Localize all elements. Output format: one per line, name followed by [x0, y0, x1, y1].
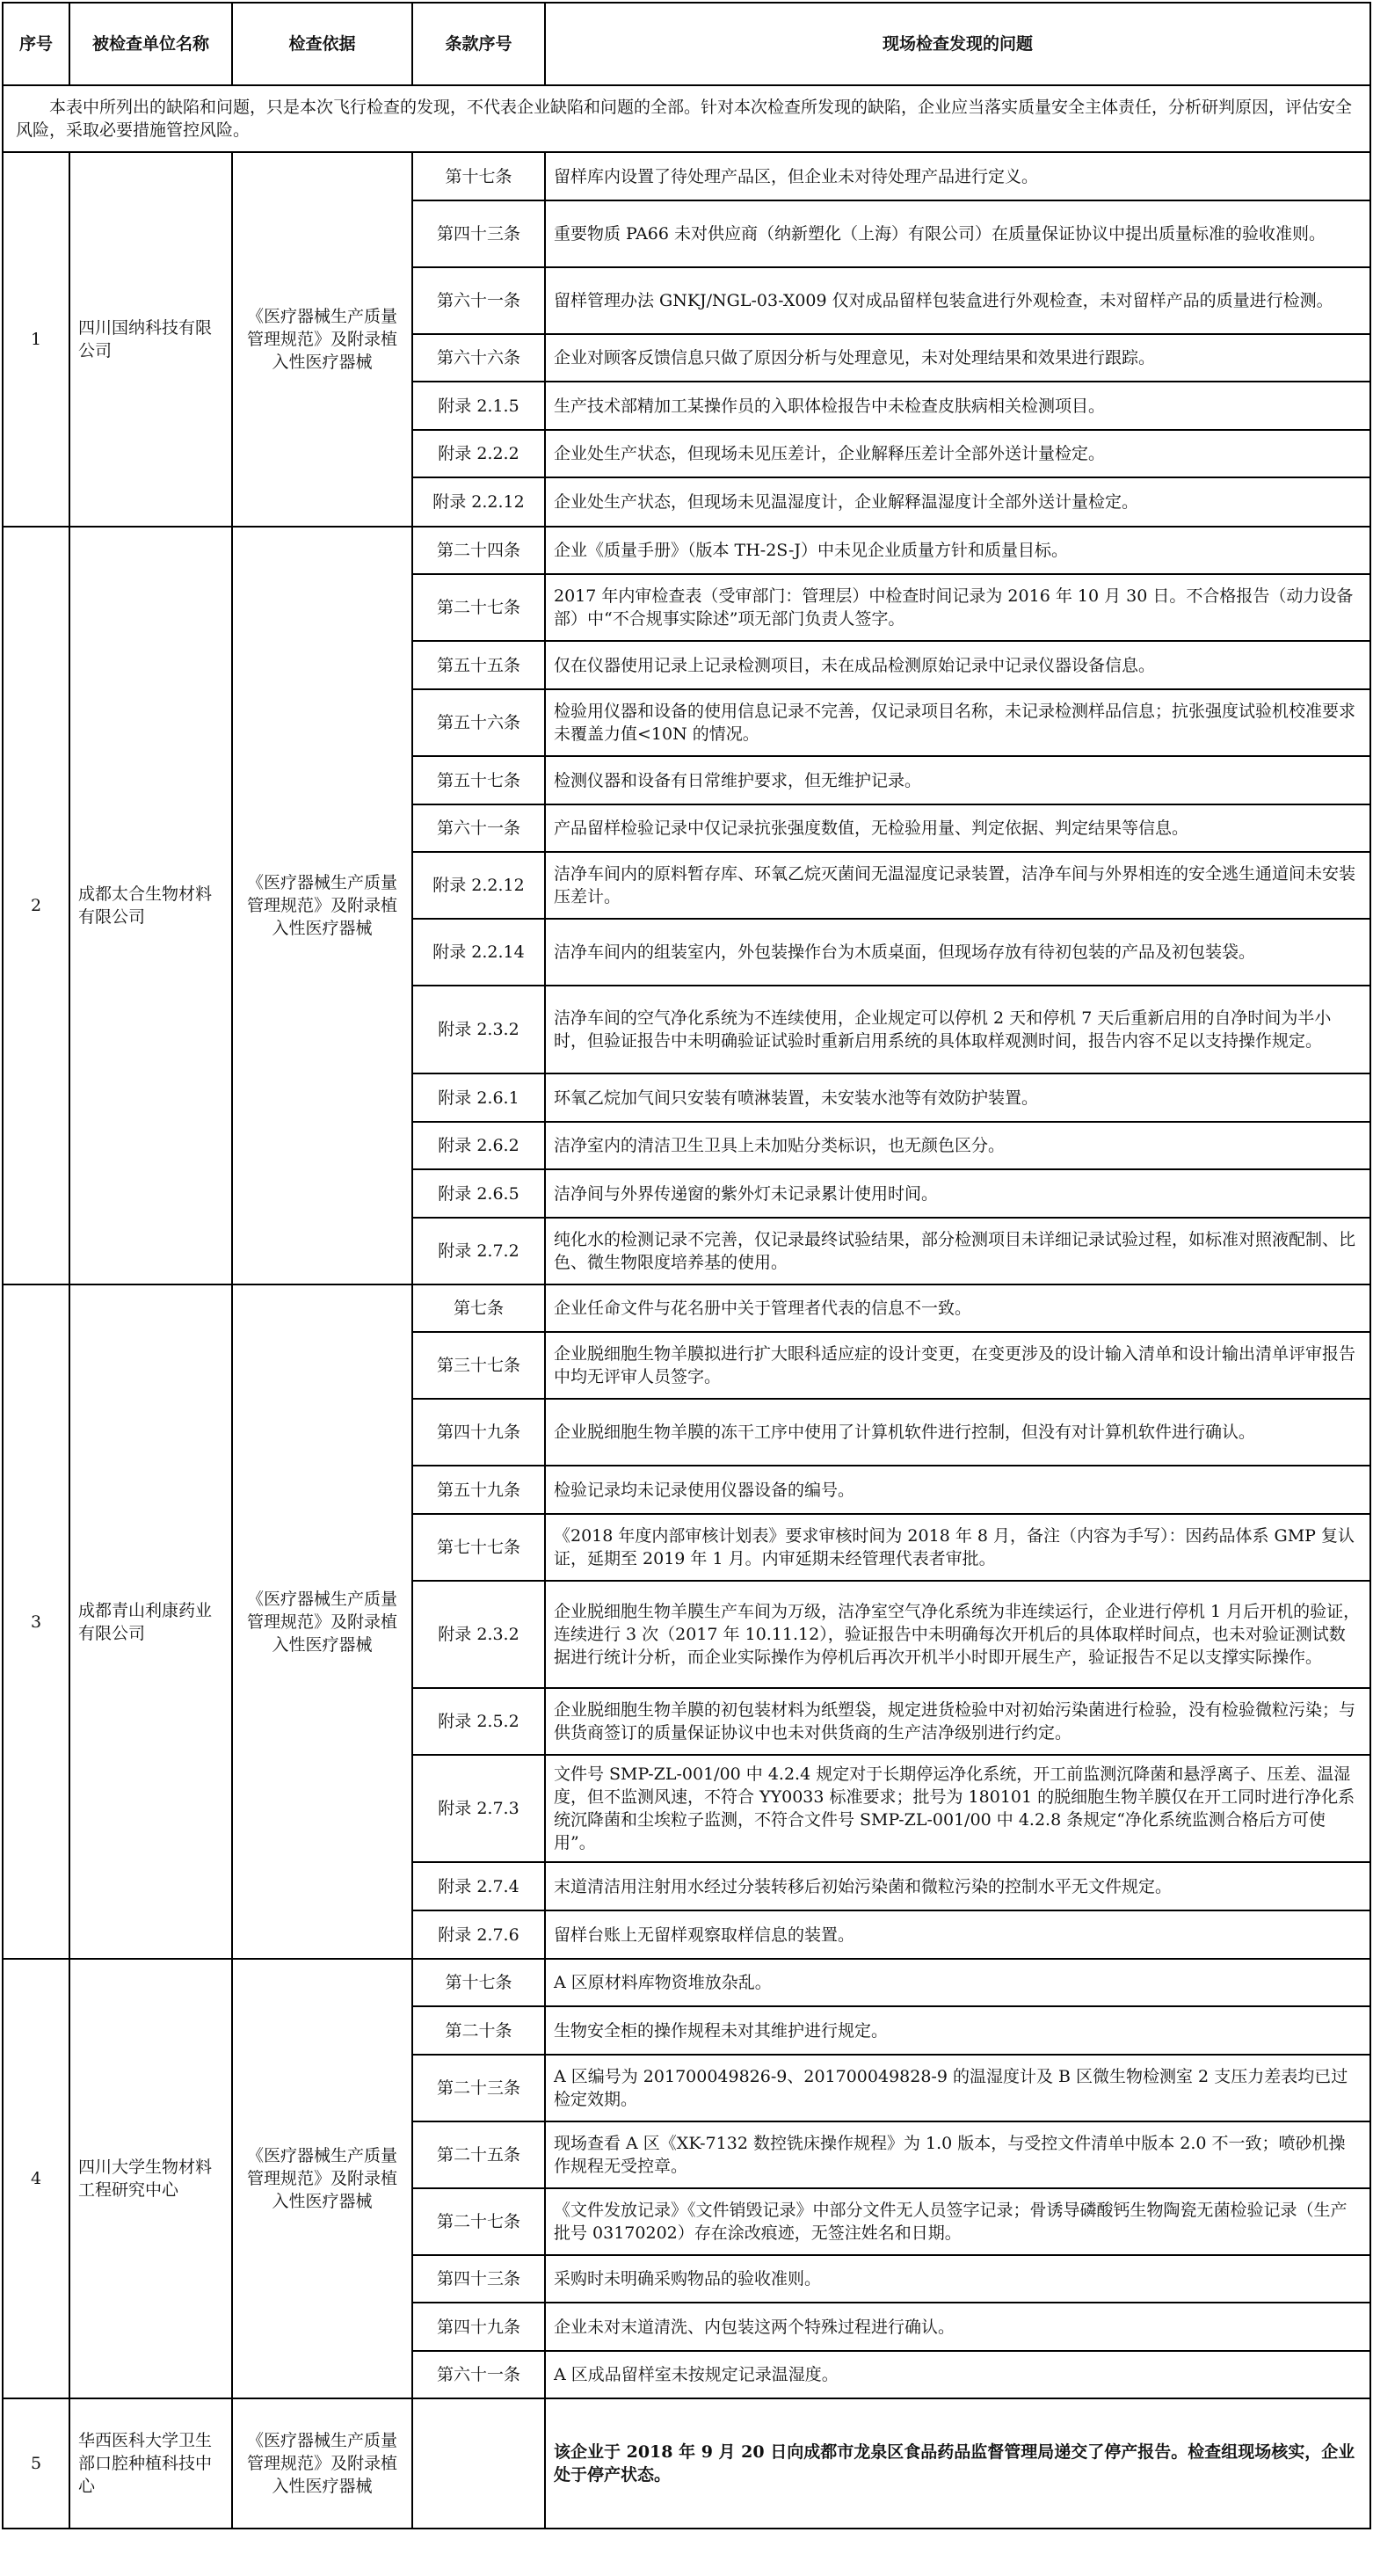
row-seq-number: 2	[3, 527, 69, 1284]
inspected-unit-name: 四川大学生物材料工程研究中心	[69, 1959, 232, 2398]
clause-number: 第五十七条	[412, 756, 545, 804]
table-note: 本表中所列出的缺陷和问题，只是本次飞行检查的发现，不代表企业缺陷和问题的全部。针对本次检查所发现的缺陷，企业应当落实质量安全主体责任，分析研判原因，评估安全风险，采取必要措施管控风险。	[3, 85, 1370, 152]
finding-text: A 区编号为 201700049826-9、201700049828-9 的温湿度计及 B 区微生物检测室 2 支压力差表均已过检定效期。	[545, 2055, 1370, 2121]
finding-text: 现场查看 A 区《XK-7132 数控铣床操作规程》为 1.0 版本，与受控文件清单中版本 2.0 不一致；喷砂机操作规程无受控章。	[545, 2121, 1370, 2188]
clause-number: 第四十九条	[412, 1399, 545, 1466]
finding-text: 生物安全柜的操作规程未对其维护进行规定。	[545, 2006, 1370, 2055]
header-seq: 序号	[3, 3, 69, 85]
clause-number: 第二十条	[412, 2006, 545, 2055]
header-unit: 被检查单位名称	[69, 3, 232, 85]
finding-text: 环氧乙烷加气间只安装有喷淋装置，未安装水池等有效防护装置。	[545, 1073, 1370, 1122]
inspection-findings-table	[2, 2, 1371, 2529]
clause-number: 附录 2.6.1	[412, 1073, 545, 1122]
finding-text: 企业脱细胞生物羊膜的初包装材料为纸塑袋，规定进货检验中对初始污染菌进行检验，没有检验微粒污染；与供货商签订的质量保证协议中也未对供货商的生产洁净级别进行约定。	[545, 1688, 1370, 1755]
finding-text: 企业脱细胞生物羊膜的冻干工序中使用了计算机软件进行控制，但没有对计算机软件进行确认。	[545, 1399, 1370, 1466]
finding-text: 洁净车间内的组装室内，外包装操作台为木质桌面，但现场存放有待初包装的产品及初包装袋。	[545, 919, 1370, 986]
note-row	[3, 85, 1370, 152]
clause-number: 第十七条	[412, 152, 545, 200]
clause-number: 附录 2.7.3	[412, 1755, 545, 1862]
clause-number: 附录 2.2.12	[412, 477, 545, 527]
inspected-unit-name: 成都太合生物材料有限公司	[69, 527, 232, 1284]
clause-number: 附录 2.3.2	[412, 986, 545, 1073]
clause-number: 第六十六条	[412, 334, 545, 382]
clause-number: 第四十九条	[412, 2303, 545, 2351]
row-seq-number: 5	[3, 2398, 69, 2529]
clause-number: 第二十三条	[412, 2055, 545, 2121]
finding-text: 检验记录均未记录使用仪器设备的编号。	[545, 1466, 1370, 1514]
clause-number: 第七条	[412, 1284, 545, 1332]
inspected-unit-name: 成都青山利康药业有限公司	[69, 1284, 232, 1959]
inspection-basis: 《医疗器械生产质量管理规范》及附录植入性医疗器械	[232, 152, 412, 527]
clause-number: 第五十六条	[412, 689, 545, 756]
finding-text: 企业对顾客反馈信息只做了原因分析与处理意见，未对处理结果和效果进行跟踪。	[545, 334, 1370, 382]
inspected-unit-name: 华西医科大学卫生部口腔种植科技中心	[69, 2398, 232, 2529]
clause-number: 附录 2.2.14	[412, 919, 545, 986]
finding-text: 企业脱细胞生物羊膜拟进行扩大眼科适应症的设计变更，在变更涉及的设计输入清单和设计输出清单评审报告中均无评审人员签字。	[545, 1332, 1370, 1399]
row-seq-number: 1	[3, 152, 69, 527]
row-seq-number: 3	[3, 1284, 69, 1959]
finding-text: 洁净车间内的原料暂存库、环氧乙烷灭菌间无温湿度记录装置，洁净车间与外界相连的安全逃生通道间未安装压差计。	[545, 852, 1370, 919]
finding-text: 生产技术部精加工某操作员的入职体检报告中未检查皮肤病相关检测项目。	[545, 382, 1370, 430]
finding-text: 检测仪器和设备有日常维护要求，但无维护记录。	[545, 756, 1370, 804]
finding-text: 洁净室内的清洁卫生卫具上未加贴分类标识，也无颜色区分。	[545, 1122, 1370, 1169]
clause-number: 第五十九条	[412, 1466, 545, 1514]
finding-text: 纯化水的检测记录不完善，仅记录最终试验结果，部分检测项目未详细记录试验过程，如标准对照液配制、比色、微生物限度培养基的使用。	[545, 1218, 1370, 1284]
inspection-basis: 《医疗器械生产质量管理规范》及附录植入性医疗器械	[232, 1284, 412, 1959]
inspection-basis: 《医疗器械生产质量管理规范》及附录植入性医疗器械	[232, 527, 412, 1284]
finding-text: A 区成品留样室未按规定记录温湿度。	[545, 2351, 1370, 2398]
finding-text: 留样管理办法 GNKJ/NGL-03-X009 仅对成品留样包装盒进行外观检查，未对留样产品的质量进行检测。	[545, 267, 1370, 334]
finding-text: 企业脱细胞生物羊膜生产车间为万级，洁净室空气净化系统为非连续运行，企业进行停机 1 月后开机的验证，连续进行 3 次（2017 年 10.11.12），验证报告中未明确每次开机后的具体取样时间点，也未对验证测试数据进行统计分析，而企业实际操作为停机后再次开机半小时即开展生产，验证报告不足以支撑实际操作。	[545, 1581, 1370, 1688]
row-seq-number: 4	[3, 1959, 69, 2398]
clause-number: 附录 2.3.2	[412, 1581, 545, 1688]
clause-number: 第七十七条	[412, 1514, 545, 1581]
finding-text: 该企业于 2018 年 9 月 20 日向成都市龙泉区食品药品监督管理局递交了停产报告。检查组现场核实，企业处于停产状态。	[545, 2398, 1370, 2529]
finding-text: 产品留样检验记录中仅记录抗张强度数值，无检验用量、判定依据、判定结果等信息。	[545, 804, 1370, 852]
clause-number: 附录 2.1.5	[412, 382, 545, 430]
header-clause: 条款序号	[412, 3, 545, 85]
clause-number: 第二十四条	[412, 527, 545, 574]
table-body	[3, 85, 1370, 2529]
clause-number: 附录 2.2.2	[412, 430, 545, 477]
finding-text: 企业未对末道清洗、内包装这两个特殊过程进行确认。	[545, 2303, 1370, 2351]
clause-number: 第二十七条	[412, 574, 545, 641]
finding-text: 2017 年内审检查表（受审部门：管理层）中检查时间记录为 2016 年 10 月 30 日。不合格报告（动力设备部）中“不合规事实除述”项无部门负责人签字。	[545, 574, 1370, 641]
clause-number: 附录 2.6.2	[412, 1122, 545, 1169]
clause-number: 附录 2.6.5	[412, 1169, 545, 1218]
table-row	[3, 1284, 1370, 1332]
clause-number: 第六十一条	[412, 2351, 545, 2398]
table-row	[3, 152, 1370, 200]
inspection-basis: 《医疗器械生产质量管理规范》及附录植入性医疗器械	[232, 2398, 412, 2529]
table-row	[3, 1959, 1370, 2006]
table-row	[3, 527, 1370, 574]
clause-number	[412, 2398, 545, 2529]
clause-number: 附录 2.7.2	[412, 1218, 545, 1284]
finding-text: 仅在仪器使用记录上记录检测项目，未在成品检测原始记录中记录仪器设备信息。	[545, 641, 1370, 689]
finding-text: 留样台账上无留样观察取样信息的装置。	[545, 1910, 1370, 1959]
finding-text: 洁净间与外界传递窗的紫外灯未记录累计使用时间。	[545, 1169, 1370, 1218]
finding-text: 企业《质量手册》（版本 TH-2S-J）中未见企业质量方针和质量目标。	[545, 527, 1370, 574]
clause-number: 第五十五条	[412, 641, 545, 689]
finding-text: 洁净车间的空气净化系统为不连续使用，企业规定可以停机 2 天和停机 7 天后重新启用的自净时间为半小时，但验证报告中未明确验证试验时重新启用系统的具体取样观测时间，报告内容不足以支持操作规定。	[545, 986, 1370, 1073]
finding-text: 企业任命文件与花名册中关于管理者代表的信息不一致。	[545, 1284, 1370, 1332]
finding-text: A 区原材料库物资堆放杂乱。	[545, 1959, 1370, 2006]
clause-number: 第四十三条	[412, 200, 545, 267]
finding-text: 采购时未明确采购物品的验收准则。	[545, 2255, 1370, 2303]
inspected-unit-name: 四川国纳科技有限公司	[69, 152, 232, 527]
finding-text: 重要物质 PA66 未对供应商（纳新塑化（上海）有限公司）在质量保证协议中提出质量标准的验收准则。	[545, 200, 1370, 267]
finding-text: 企业处生产状态，但现场未见温湿度计，企业解释温湿度计全部外送计量检定。	[545, 477, 1370, 527]
clause-number: 第二十五条	[412, 2121, 545, 2188]
clause-number: 第六十一条	[412, 804, 545, 852]
finding-text: 企业处生产状态，但现场未见压差计，企业解释压差计全部外送计量检定。	[545, 430, 1370, 477]
finding-text: 《2018 年度内部审核计划表》要求审核时间为 2018 年 8 月，备注（内容为手写）：因药品体系 GMP 复认证，延期至 2019 年 1 月。内审延期未经管理代表者审批。	[545, 1514, 1370, 1581]
clause-number: 附录 2.5.2	[412, 1688, 545, 1755]
finding-text: 检验用仪器和设备的使用信息记录不完善，仅记录项目名称，未记录检测样品信息；抗张强度试验机校准要求未覆盖力值<10N 的情况。	[545, 689, 1370, 756]
table-row	[3, 2398, 1370, 2529]
clause-number: 第二十七条	[412, 2188, 545, 2255]
clause-number: 第十七条	[412, 1959, 545, 2006]
finding-text: 末道清洁用注射用水经过分装转移后初始污染菌和微粒污染的控制水平无文件规定。	[545, 1862, 1370, 1910]
clause-number: 第四十三条	[412, 2255, 545, 2303]
finding-text: 文件号 SMP-ZL-001/00 中 4.2.4 规定对于长期停运净化系统，开工前监测沉降菌和悬浮离子、压差、温湿度，但不监测风速，不符合 YY0033 标准要求；批号为 180101 的脱细胞生物羊膜仅在开工同时进行净化系统沉降菌和尘埃粒子监测，不符合文件号 SMP-ZL-001/00 中 4.2.8 条规定“净化系统监测合格后方可使用”。	[545, 1755, 1370, 1862]
clause-number: 第三十七条	[412, 1332, 545, 1399]
finding-text: 《文件发放记录》《文件销毁记录》中部分文件无人员签字记录；骨诱导磷酸钙生物陶瓷无菌检验记录（生产批号 03170202）存在涂改痕迹，无签注姓名和日期。	[545, 2188, 1370, 2255]
header-issue: 现场检查发现的问题	[545, 3, 1370, 85]
clause-number: 第六十一条	[412, 267, 545, 334]
inspection-basis: 《医疗器械生产质量管理规范》及附录植入性医疗器械	[232, 1959, 412, 2398]
finding-text: 留样库内设置了待处理产品区，但企业未对待处理产品进行定义。	[545, 152, 1370, 200]
clause-number: 附录 2.2.12	[412, 852, 545, 919]
clause-number: 附录 2.7.4	[412, 1862, 545, 1910]
clause-number: 附录 2.7.6	[412, 1910, 545, 1959]
header-row	[3, 3, 1370, 85]
header-basis: 检查依据	[232, 3, 412, 85]
